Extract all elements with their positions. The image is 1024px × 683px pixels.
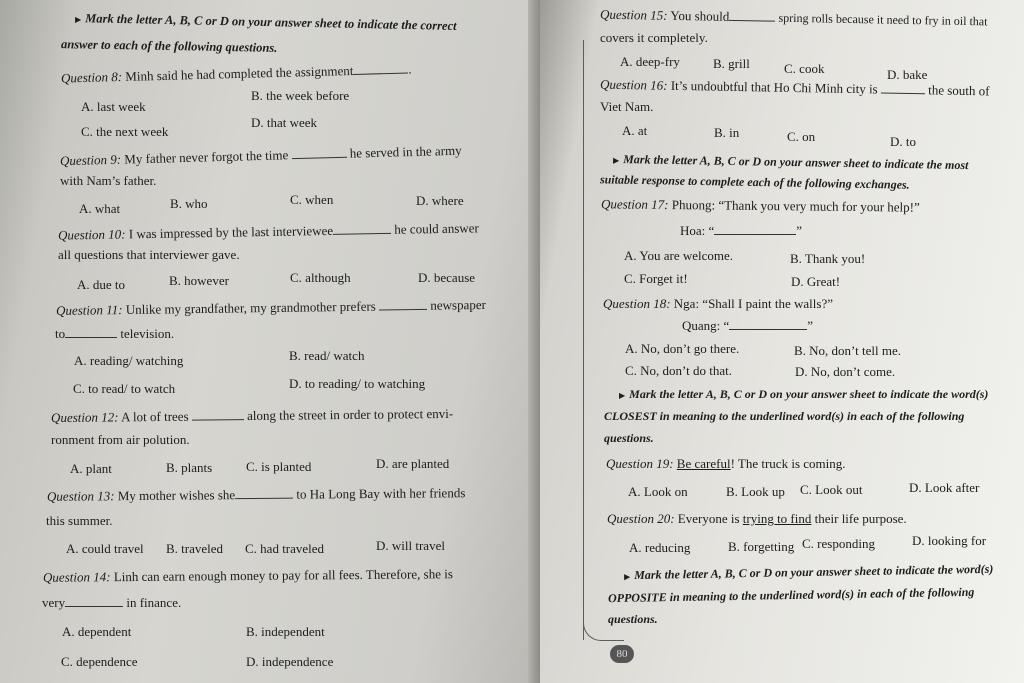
question-19: Question 19: Be careful! The truck is coming. [606,456,846,471]
option-b: B. who [170,196,208,211]
instruction-line: questions. [604,431,654,445]
option-d: D. bake [887,67,928,82]
option-a: A. reducing [629,540,691,555]
question-10: Question 10: I was impressed by the last interviewee he could answer [57,220,479,243]
instruction-line: ▶ Mark the letter A, B, C or D on your answer sheet to indicate the correct [74,11,457,33]
option-a: A. at [622,123,648,138]
question-15-line2: covers it completely. [600,30,708,45]
option-b: B. forgetting [728,539,795,554]
option-d: D. independence [246,654,334,669]
option-c: C. Look out [800,482,863,497]
instruction-line: ▶ Mark the letter A, B, C or D on your answer sheet to indicate the most [612,152,969,173]
option-a: A. plant [70,461,112,476]
question-12-line2: ronment from air polution. [51,432,190,447]
option-a: A. No, don’t go there. [625,341,740,356]
option-d: D. Great! [791,274,841,289]
question-17: Question 17: Phuong: “Thank you very much for your help!” [600,196,920,215]
option-a: A. could travel [66,541,144,556]
option-b: B. traveled [166,541,224,556]
instruction-line: answer to each of the following questions. [60,37,278,55]
question-14: Question 14: Linh can earn enough money to pay for all fees. Therefore, she is [42,566,453,585]
option-a: A. reading/ watching [74,353,184,368]
option-d: D. looking for [912,533,987,548]
option-d: D. that week [251,115,318,130]
question-14-line2: very in finance. [42,595,182,610]
instruction-line: ▶ Mark the letter A, B, C or D on your answer sheet to indicate the word(s) [619,387,989,401]
option-c: C. is planted [246,459,312,474]
question-9: Question 9: My father never forgot the time he served in the army [59,142,462,169]
question-15: Question 15: You should spring rolls because it need to fry in oil that [599,6,988,29]
instruction-line: ▶ Mark the letter A, B, C or D on your answer sheet to indicate the word(s) [623,561,994,583]
option-c: C. to read/ to watch [73,381,176,396]
option-a: A. what [79,201,121,216]
page-margin-rule [583,40,584,640]
question-8: Question 8: Minh said he had completed the assignment . [60,61,412,86]
option-c: C. Forget it! [624,271,688,286]
option-c: C. when [290,192,334,207]
option-c: C. cook [784,61,825,76]
option-c: C. dependence [61,654,138,669]
question-13-line2: this summer. [46,513,113,528]
triangle-bullet-icon: ▶ [612,155,620,166]
option-d: D. No, don’t come. [795,364,896,379]
question-12: Question 12: A lot of trees along the street in order to protect envi- [50,405,454,426]
option-b: B. No, don’t tell me. [794,343,902,358]
question-11: Question 11: Unlike my grandfather, my grandmother prefers newspaper [55,296,486,319]
question-13: Question 13: My mother wishes she to Ha Long Bay with her friends [46,485,466,504]
question-16-line2: Viet Nam. [600,99,654,114]
question-9-line2: with Nam’s father. [60,173,157,188]
option-c: C. on [787,129,816,144]
option-b: B. plants [166,460,213,475]
option-a: A. Look on [628,484,688,499]
option-b: B. in [714,125,740,140]
question-18-reply: Quang: “ ” [682,318,814,333]
instruction-line: questions. [608,612,658,626]
option-b: B. Look up [726,484,785,499]
option-d: D. are planted [376,456,450,471]
option-d: D. to reading/ to watching [289,376,426,391]
question-10-line2: all questions that interviewer gave. [58,247,240,262]
question-20: Question 20: Everyone is trying to find their life purpose. [607,511,907,526]
page-number: 80 [610,645,634,663]
option-a: A. due to [77,277,126,292]
option-a: A. last week [81,99,146,114]
option-b: B. read/ watch [289,348,365,363]
option-c: C. had traveled [245,541,325,556]
option-b: B. the week before [251,88,350,103]
triangle-bullet-icon: ▶ [623,572,631,582]
option-d: D. because [418,270,476,285]
option-a: A. deep-fry [620,54,680,69]
option-c: C. No, don’t do that. [625,363,733,378]
option-b: B. however [169,273,229,288]
question-11-line2: to television. [55,326,175,341]
option-b: B. Thank you! [790,251,866,266]
triangle-bullet-icon: ▶ [74,15,82,25]
option-d: D. Look after [909,480,980,495]
instruction-line: OPPOSITE in meaning to the underlined word(s) in each of the following [607,584,975,606]
question-16: Question 16: It’s undoubtful that Ho Chi Minh city is the south of [599,76,990,99]
option-d: D. to [890,134,916,149]
option-c: C. although [290,270,351,285]
instruction-line: suitable response to complete each of the following exchanges. [599,172,910,192]
option-d: D. will travel [376,538,445,553]
option-a: A. You are welcome. [624,248,734,263]
option-d: D. where [416,193,464,208]
option-c: C. responding [802,536,875,551]
question-17-reply: Hoa: “ ” [680,223,803,238]
option-c: C. the next week [81,124,169,139]
option-b: B. grill [713,56,750,71]
option-a: A. dependent [62,624,132,639]
option-b: B. independent [246,624,325,639]
triangle-bullet-icon: ▶ [619,391,626,400]
instruction-line: CLOSEST in meaning to the underlined word(s) in each of the following [604,409,965,423]
question-18: Question 18: Nga: “Shall I paint the walls?” [603,296,833,311]
